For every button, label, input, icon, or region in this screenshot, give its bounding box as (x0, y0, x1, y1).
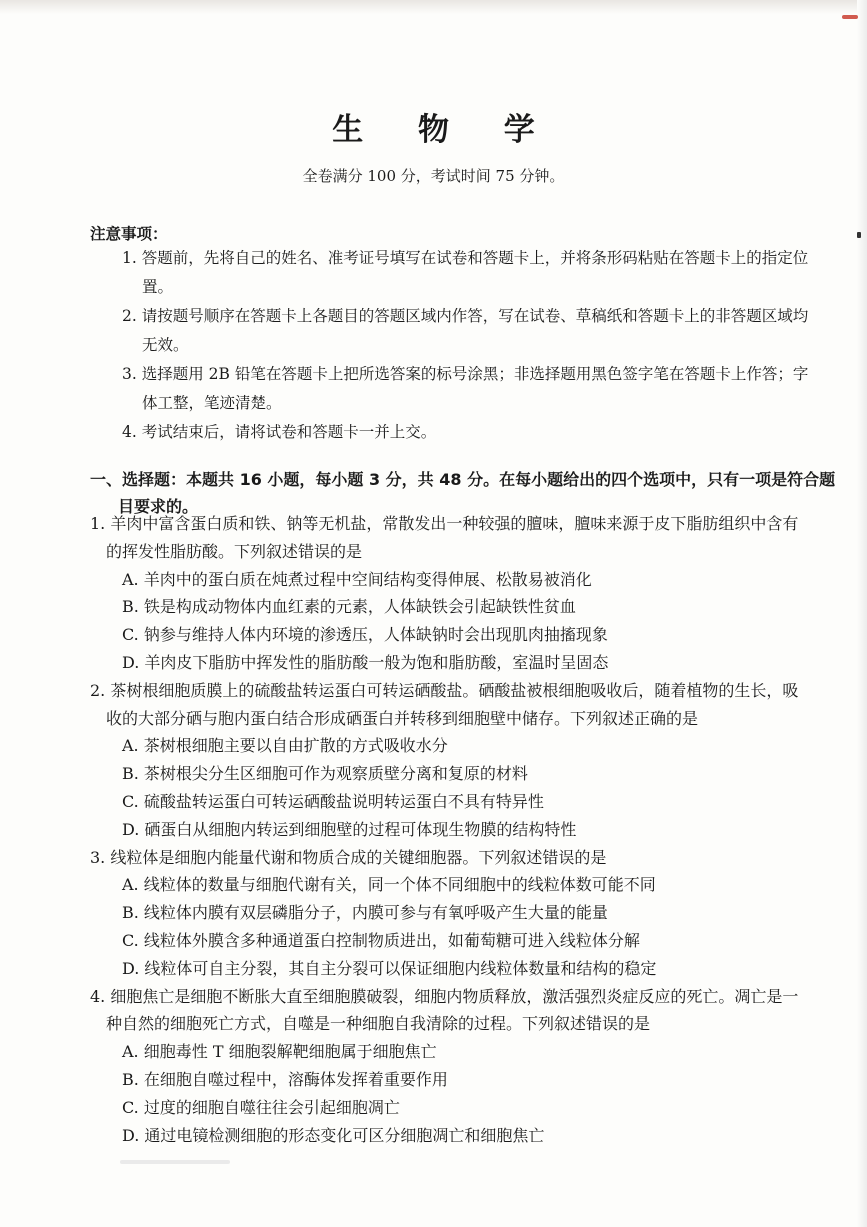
question-4 (90, 983, 810, 1150)
option-d: D. 通过电镜检测细胞的形态变化可区分细胞凋亡和细胞焦亡 (122, 1125, 545, 1145)
option-c: C. 硫酸盐转运蛋白可转运硒酸盐说明转运蛋白不具有特异性 (122, 791, 544, 811)
option-b: B. 铁是构成动物体内血红素的元素，人体缺铁会引起缺铁性贫血 (122, 597, 576, 617)
scan-edge-dot (857, 232, 861, 238)
question-list (90, 510, 810, 1149)
option-a: A. 茶树根细胞主要以自由扩散的方式吸收水分 (122, 736, 448, 756)
option-b: B. 茶树根尖分生区细胞可作为观察质壁分离和复原的材料 (122, 764, 528, 784)
option-a: A. 细胞毒性 T 细胞裂解靶细胞属于细胞焦亡 (122, 1042, 437, 1062)
question-stem: 3. 线粒体是细胞内能量代谢和物质合成的关键细胞器。下列叙述错误的是 (90, 847, 607, 867)
notice-item: 4. 考试结束后，请将试卷和答题卡一并上交。 (122, 423, 437, 441)
option-d: D. 硒蛋白从细胞内转运到细胞壁的过程可体现生物膜的结构特性 (122, 819, 577, 839)
scan-top-shadow (0, 0, 867, 14)
exam-subtitle: 全卷满分 100 分，考试时间 75 分钟。 (302, 167, 565, 185)
option-c: C. 钠参与维持人体内环境的渗透压，人体缺钠时会出现肌肉抽搐现象 (122, 625, 608, 645)
notice-item: 3. 选择题用 2B 铅笔在答题卡上把所选答案的标号涂黑；非选择题用黑色签字笔在答题卡上作答；字体工整，笔迹清楚。 (122, 365, 809, 412)
option-a: A. 羊肉中的蛋白质在炖煮过程中空间结构变得伸展、松散易被消化 (122, 569, 592, 589)
option-c: C. 线粒体外膜含多种通道蛋白控制物质进出，如葡萄糖可进入线粒体分解 (122, 930, 640, 950)
notice-heading: 注意事项： (90, 225, 168, 243)
option-d: D. 羊肉皮下脂肪中挥发性的脂肪酸一般为饱和脂肪酸，室温时呈固态 (122, 652, 609, 672)
notice-list (122, 244, 812, 447)
notice-item: 2. 请按题号顺序在答题卡上各题目的答题区域内作答，写在试卷、草稿纸和答题卡上的非答题区域均无效。 (122, 307, 809, 354)
question-stem: 1. 羊肉中富含蛋白质和铁、钠等无机盐，常散发出一种较强的膻味，膻味来源于皮下脂肪组织中含有的挥发性脂肪酸。下列叙述错误的是 (90, 514, 799, 561)
option-d: D. 线粒体可自主分裂，其自主分裂可以保证细胞内线粒体数量和结构的稳定 (122, 958, 657, 978)
question-1 (90, 510, 810, 677)
notice-item: 1. 答题前，先将自己的姓名、准考证号填写在试卷和答题卡上，并将条形码粘贴在答题卡上的指定位置。 (122, 249, 809, 296)
question-stem: 2. 茶树根细胞质膜上的硫酸盐转运蛋白可转运硒酸盐。硒酸盐被根细胞吸收后，随着植物的生长，吸收的大部分硒与胞内蛋白结合形成硒蛋白并转移到细胞壁中储存。下列叙述正确的是 (90, 680, 799, 728)
option-b: B. 在细胞自噬过程中，溶酶体发挥着重要作用 (122, 1069, 448, 1089)
section-heading: 一、选择题：本题共 16 小题，每小题 3 分，共 48 分。在每小题给出的四个选项中，只有一项是符合题目要求的。 (90, 470, 836, 516)
option-b: B. 线粒体内膜有双层磷脂分子，内膜可参与有氧呼吸产生大量的能量 (122, 903, 608, 923)
scan-mark (842, 15, 858, 19)
question-3 (90, 844, 810, 983)
scan-smudge (120, 1160, 230, 1164)
option-c: C. 过度的细胞自噬往往会引起细胞凋亡 (122, 1097, 400, 1117)
question-stem: 4. 细胞焦亡是细胞不断胀大直至细胞膜破裂，细胞内物质释放，激活强烈炎症反应的死亡。凋亡是一种自然的细胞死亡方式，自噬是一种细胞自我清除的过程。下列叙述错误的是 (90, 986, 799, 1034)
question-2 (90, 677, 810, 844)
exam-title: 生 物 学 (332, 112, 557, 148)
option-a: A. 线粒体的数量与细胞代谢有关，同一个体不同细胞中的线粒体数可能不同 (122, 875, 656, 895)
